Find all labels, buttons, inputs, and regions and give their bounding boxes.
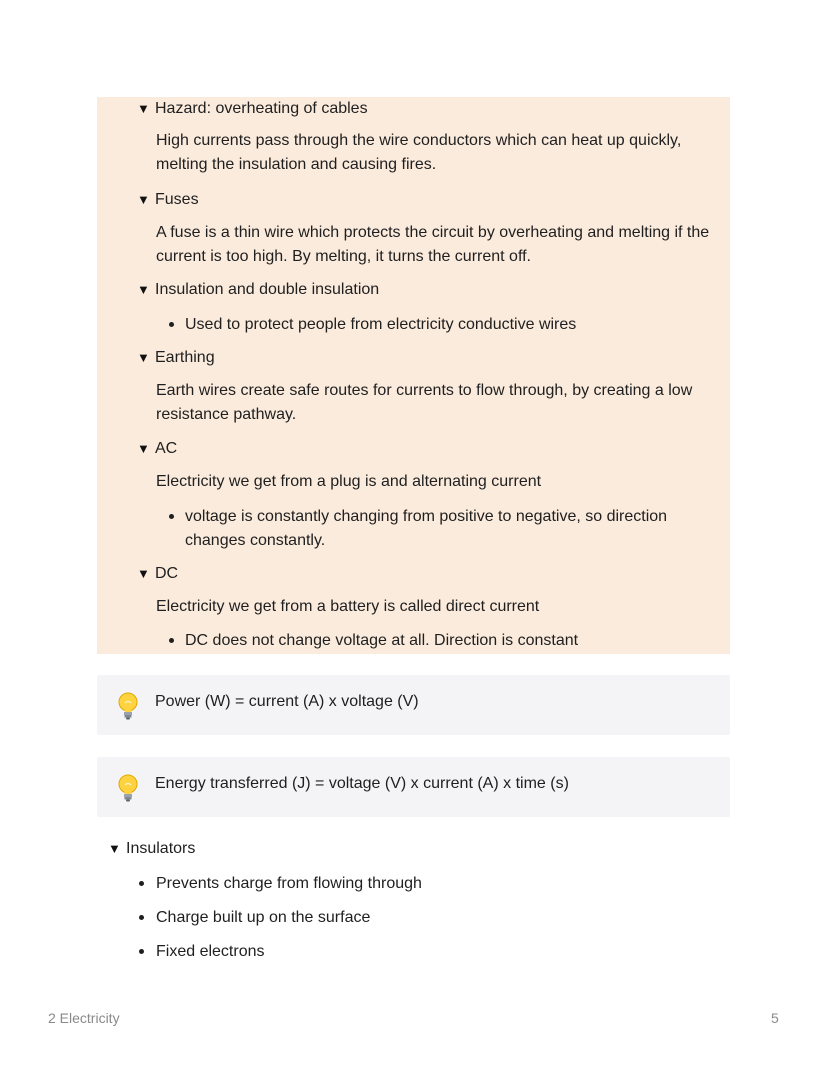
toggle-dc[interactable] bbox=[137, 563, 178, 585]
lightbulb-icon bbox=[115, 773, 141, 803]
bullet-dot-icon bbox=[169, 322, 174, 327]
bullet-dot-icon bbox=[139, 881, 144, 886]
lightbulb-icon bbox=[115, 691, 141, 721]
toggle-title: DC bbox=[155, 565, 179, 582]
toggle-triangle-icon[interactable]: ▼ bbox=[137, 566, 150, 581]
paragraph-line: melting the insulation and causing fires. bbox=[156, 156, 437, 173]
bullet-dot-icon bbox=[139, 949, 144, 954]
toggle-ac[interactable] bbox=[137, 438, 177, 460]
bullet-dot-icon bbox=[169, 514, 174, 519]
toggle-triangle-icon[interactable]: ▼ bbox=[137, 282, 150, 297]
list-item: Used to protect people from electricity conductive wires bbox=[185, 316, 577, 333]
toggle-title: Fuses bbox=[155, 191, 199, 208]
toggle-title: AC bbox=[155, 440, 178, 457]
bullet-dot-icon bbox=[169, 638, 174, 643]
toggle-triangle-icon[interactable]: ▼ bbox=[137, 192, 150, 207]
callout-energy bbox=[97, 757, 730, 817]
electrical-safety-block bbox=[97, 97, 730, 654]
paragraph-line: current is too high. By melting, it turns the current off. bbox=[156, 248, 531, 265]
toggle-triangle-icon[interactable]: ▼ bbox=[137, 101, 150, 116]
paragraph-line: Electricity we get from a battery is called direct current bbox=[156, 598, 540, 615]
toggle-title: Earthing bbox=[155, 349, 215, 366]
list-item: Fixed electrons bbox=[156, 943, 265, 960]
list-item-continuation: changes constantly. bbox=[185, 532, 326, 549]
toggle-title: Insulators bbox=[126, 840, 196, 857]
callout-power bbox=[97, 675, 730, 735]
callout-text: Power (W) = current (A) x voltage (V) bbox=[155, 693, 419, 710]
paragraph-line: Electricity we get from a plug is and alternating current bbox=[156, 473, 542, 490]
toggle-triangle-icon[interactable]: ▼ bbox=[108, 841, 121, 856]
toggle-earthing[interactable] bbox=[137, 347, 215, 369]
toggle-insulation[interactable] bbox=[137, 279, 379, 301]
paragraph-line: High currents pass through the wire conductors which can heat up quickly, bbox=[156, 132, 682, 149]
list-item: Charge built up on the surface bbox=[156, 909, 371, 926]
list-item: voltage is constantly changing from positive to negative, so direction bbox=[185, 508, 668, 525]
toggle-hazard[interactable] bbox=[137, 98, 368, 120]
toggle-triangle-icon[interactable]: ▼ bbox=[137, 441, 150, 456]
paragraph-line: A fuse is a thin wire which protects the circuit by overheating and melting if the bbox=[156, 224, 710, 241]
list-item: DC does not change voltage at all. Direction is constant bbox=[185, 632, 579, 649]
toggle-title: Hazard: overheating of cables bbox=[155, 100, 368, 117]
toggle-title: Insulation and double insulation bbox=[155, 281, 380, 298]
list-item: Prevents charge from flowing through bbox=[156, 875, 422, 892]
toggle-insulators[interactable] bbox=[108, 838, 195, 860]
callout-text: Energy transferred (J) = voltage (V) x current (A) x time (s) bbox=[155, 775, 569, 792]
paragraph-line: resistance pathway. bbox=[156, 406, 297, 423]
footer-section-title: 2 Electricity bbox=[48, 1010, 120, 1026]
toggle-triangle-icon[interactable]: ▼ bbox=[137, 350, 150, 365]
bullet-dot-icon bbox=[139, 915, 144, 920]
footer-page-number: 5 bbox=[771, 1010, 779, 1026]
paragraph-line: Earth wires create safe routes for currents to flow through, by creating a low bbox=[156, 382, 693, 399]
toggle-fuses[interactable] bbox=[137, 189, 199, 211]
